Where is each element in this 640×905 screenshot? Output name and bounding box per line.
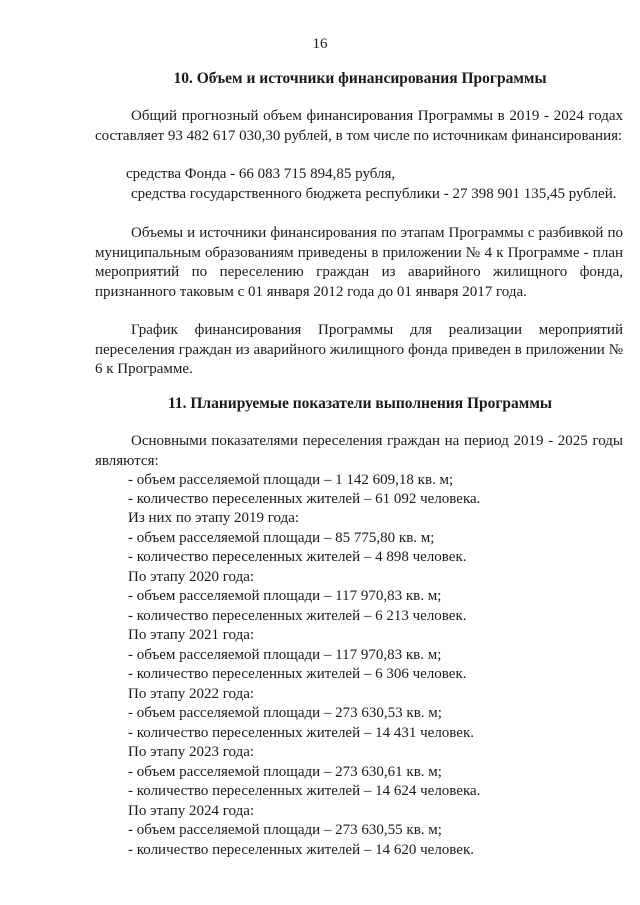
stage-people-line: - количество переселенных жителей – 14 624 человека. <box>128 783 481 799</box>
section-10-title: 10. Объем и источники финансирования Программы <box>173 70 547 87</box>
stage-people-line: - количество переселенных жителей – 14 620 человек. <box>128 842 474 858</box>
section-11-title: 11. Планируемые показатели выполнения Программы <box>167 395 553 412</box>
stage-area-line: - объем расселяемой площади – 117 970,83 кв. м; <box>128 647 442 663</box>
stage-people-line: - количество переселенных жителей – 14 431 человек. <box>128 725 474 741</box>
financing-schedule-paragraph: График финансирования Программы для реализации мероприятий переселения граждан из аварийного жилищного фонда приведен в приложении № 6 к Программе. <box>95 322 623 377</box>
stage-heading: По этапу 2023 года: <box>128 744 255 760</box>
page-number: 16 <box>312 36 328 52</box>
stage-heading: По этапу 2022 года: <box>128 686 255 702</box>
stage-area-line: - объем расселяемой площади – 85 775,80 кв. м; <box>128 530 435 546</box>
stage-heading: По этапу 2024 года: <box>128 803 255 819</box>
stage-people-line: - количество переселенных жителей – 6 213 человек. <box>128 608 467 624</box>
stage-people-line: - количество переселенных жителей – 4 898 человек. <box>128 549 467 565</box>
stage-area-line: - объем расселяемой площади – 273 630,61 кв. м; <box>128 764 442 780</box>
stage-heading: По этапу 2021 года: <box>128 627 255 643</box>
stages-financing-paragraph: Объемы и источники финансирования по этапам Программы с разбивкой по муниципальным образованиям приведены в приложении № 4 к Программе - план мероприятий по переселению граждан из аварийного жилищного фонда, признанного таковым с 01 января 2012 года до 01 января 2017 года. <box>95 225 623 300</box>
total-area-line: - объем расселяемой площади – 1 142 609,18 кв. м; <box>128 472 454 488</box>
indicators-intro: Основными показателями переселения граждан на период 2019 - 2025 годы являются: <box>95 433 623 469</box>
stage-heading: По этапу 2020 года: <box>128 569 255 585</box>
stage-area-line: - объем расселяемой площади – 273 630,55 кв. м; <box>128 822 442 838</box>
stage-heading: Из них по этапу 2019 года: <box>128 510 300 526</box>
budget-source-line: средства государственного бюджета республики - 27 398 901 135,45 рублей. <box>131 186 617 202</box>
stage-area-line: - объем расселяемой площади – 273 630,53 кв. м; <box>128 705 442 721</box>
financing-total-paragraph: Общий прогнозный объем финансирования Программы в 2019 - 2024 годах составляет 93 482 617 030,30 рублей, в том числе по источникам финансирования: <box>95 108 623 144</box>
total-people-line: - количество переселенных жителей – 61 092 человека. <box>128 491 481 507</box>
stage-area-line: - объем расселяемой площади – 117 970,83 кв. м; <box>128 588 442 604</box>
fund-source-line: средства Фонда - 66 083 715 894,85 рубля, <box>126 166 396 182</box>
stage-people-line: - количество переселенных жителей – 6 306 человек. <box>128 666 467 682</box>
